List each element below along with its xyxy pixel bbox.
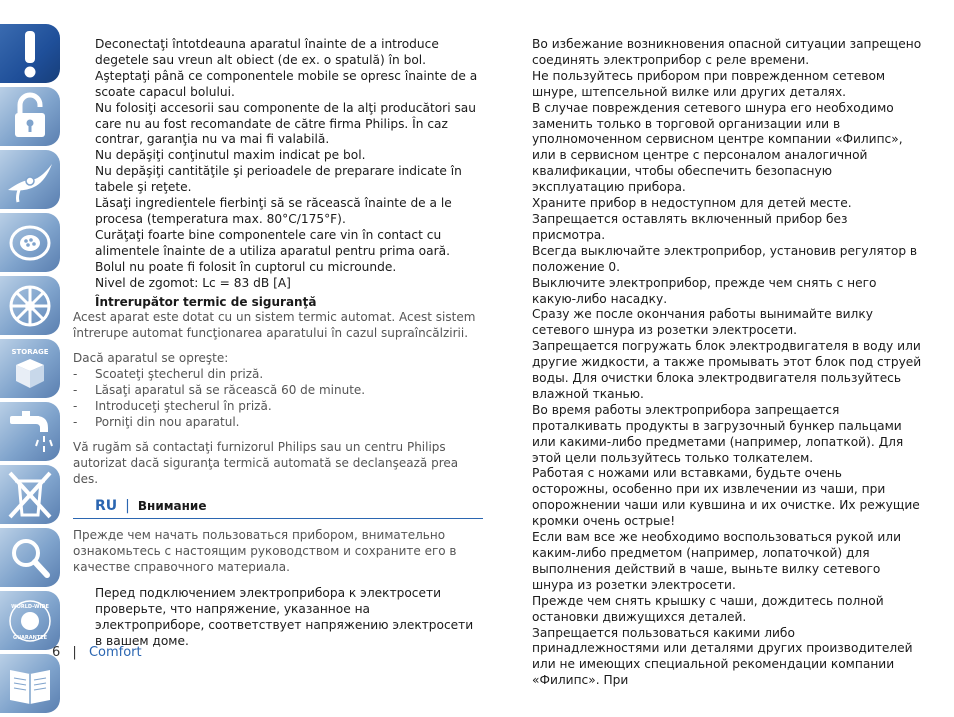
thermal-paragraph: Acest aparat este dotat cu un sistem termic automat. Acest sistem întrerupe automat funcţionarea aparatului în cazul supraîncălzirii.	[73, 310, 476, 341]
warning-text: Deconectaţi întotdeauna aparatul înainte de a introduce degetele sau vreun alt obiect (de ex. o spatulă) în bol.	[95, 37, 439, 67]
warning-text: Lăsaţi ingredientele fierbinţi să se răcească înainte de a le procesa (temperatura max. 80°C/175°F).	[95, 196, 452, 226]
ru-warning: Во избежание возникновения опасной ситуации запрещено соединять электроприбор с реле времени.	[532, 37, 922, 67]
padlock-icon	[0, 87, 60, 146]
ru-first-warning: Перед подключением электроприбора к электросети проверьте, что напряжение, указанное на электроприборе, соответствует напряжению электросети в вашем доме.	[95, 586, 474, 648]
magnifier-icon	[0, 528, 60, 587]
tab-environment[interactable]	[0, 465, 60, 524]
storage-label: STORAGE	[11, 348, 49, 356]
ru-warning: Всегда выключайте электроприбор, установив регулятор в положение 0.	[532, 243, 918, 274]
warning-text: Curăţaţi foarte bine componentele care vin în contact cu alimentele înainte de a utiliza aparatul pentru prima oară.	[95, 227, 450, 258]
tab-blade[interactable]	[0, 150, 60, 209]
ru-warning: Запрещается пользоваться какими либо принадлежностями или деталями других производителей или не имеющих специальной рекомендации компании «Филипс». При	[532, 625, 913, 688]
tab-cleaning[interactable]	[0, 402, 60, 461]
page-number: 6	[52, 645, 61, 660]
ru-warning: Во время работы электроприбора запрещается проталкивать продукты в загрузочный бункер пальцами или какими-либо предметами (например, лопаткой). Для этой цели пользуйтесь только толкателем.	[532, 402, 904, 465]
ru-warning: Выключите электроприбор, прежде чем снять с него какую-либо насадку.	[532, 275, 877, 306]
ru-warning: Храните прибор в недоступном для детей месте.	[532, 196, 852, 211]
warning-text: Bolul nu poate fi folosit în cuptorul cu microunde.	[95, 259, 397, 274]
ru-warning: В случае повреждения сетевого шнура его необходимо заменить только в торговой организации или в уполномоченном сервисном центре компании «Филипс», или в сервисном центре с персоналом аналогичной квалификации, чтобы обеспечить безопасную эксплуатацию прибора.	[532, 100, 903, 195]
left-column	[73, 37, 483, 650]
recycle-bin-icon	[0, 465, 60, 524]
right-column	[532, 37, 922, 689]
sidebar	[0, 24, 60, 717]
tab-disc[interactable]	[0, 276, 60, 335]
ru-warning: Если вам все же необходимо воспользоваться рукой или каким-либо предметом (например, лопаточкой) для выполнения действий в чаше, выньте вилку сетевого шнура из розетки электросети.	[532, 530, 901, 592]
svg-text:GUARANTEE: GUARANTEE	[12, 635, 48, 641]
list-item: - Lăsaţi aparatul să se răcească 60 de minute.	[73, 383, 366, 398]
tab-security[interactable]	[0, 87, 60, 146]
ru-warning: Запрещается погружать блок электродвигателя в воду или другие жидкости, а также промывать этот блок под струей воды. Для очистки блока электродвигателя пользуйтесь влажной тканью.	[532, 339, 922, 401]
ru-warning: Запрещается оставлять включенный прибор без присмотра.	[532, 211, 848, 242]
if-stops-paragraph: Dacă aparatul se opreşte:	[73, 351, 229, 366]
tab-recipes[interactable]	[0, 654, 60, 713]
warnings-list	[73, 37, 483, 292]
disc-icon	[0, 276, 60, 335]
tab-storage[interactable]	[0, 339, 60, 398]
ru-section-header	[73, 499, 483, 519]
book-icon	[0, 654, 60, 713]
language-code: RU	[95, 498, 118, 515]
warning-text: Nu depăşiţi cantităţile şi perioadele de preparare indicate în tabele şi reţete.	[95, 164, 462, 195]
tap-icon	[0, 402, 60, 461]
blade-icon	[0, 150, 60, 209]
list-item: - Porniţi din nou aparatul.	[73, 414, 240, 429]
tab-guarantee[interactable]	[0, 591, 60, 650]
warning-text: Aşteptaţi până ce componentele mobile se opresc înainte de a scoate capacul bolului.	[95, 68, 478, 99]
warning-text: Nivel de zgomot: Lc = 83 dB [A]	[95, 275, 291, 290]
drum-icon	[0, 213, 60, 272]
section-title: Внимание	[137, 499, 207, 514]
warning-text: Nu depăşiţi conţinutul maxim indicat pe bol.	[95, 148, 366, 163]
tab-drum[interactable]	[0, 213, 60, 272]
warning-icon	[0, 24, 60, 83]
warning-text: Nu folosiţi accesorii sau componente de la alţi producători sau care nu au fost recomandate de către firma Philips. În caz contrar, garanţia nu va mai fi valabilă.	[95, 100, 476, 147]
ru-warning: Работая с ножами или вставками, будьте очень осторожны, особенно при их извлечении из чаши, при опорожнении чаши или кувшина и их очистке. Их режущие кромки очень острые!	[532, 466, 920, 529]
guarantee-icon	[0, 591, 60, 650]
footer-separator: |	[72, 645, 77, 660]
storage-icon	[0, 339, 60, 398]
ru-intro-paragraph: Прежде чем начать пользоваться прибором, внимательно ознакомьтесь с настоящим руководством и сохраните его в качестве справочного материала.	[73, 528, 457, 575]
ru-warning: Сразу же после окончания работы вынимайте вилку сетевого шнура из розетки электросети.	[532, 307, 873, 338]
tab-troubleshooting[interactable]	[0, 528, 60, 587]
product-name: Comfort	[88, 645, 142, 660]
list-item: - Introduceţi ştecherul în priză.	[73, 398, 272, 413]
header-separator: |	[125, 498, 130, 515]
svg-text:WORLD-WIDE: WORLD-WIDE	[11, 604, 49, 610]
page-footer	[52, 645, 142, 660]
list-item: - Scoateţi ştecherul din priză.	[73, 367, 264, 382]
contact-paragraph: Vă rugăm să contactaţi furnizorul Philips sau un centru Philips autorizat dacă siguranţa termică automată se declanşează prea des.	[73, 439, 459, 486]
tab-safety[interactable]	[0, 24, 60, 83]
subheading: Întrerupător termic de siguranţă	[95, 294, 317, 309]
ru-warning: Прежде чем снять крышку с чаши, дождитесь полной остановки движущихся деталей.	[532, 593, 884, 624]
ru-warning: Не пользуйтесь прибором при поврежденном сетевом шнуре, штепсельной вилке или других деталях.	[532, 68, 886, 99]
